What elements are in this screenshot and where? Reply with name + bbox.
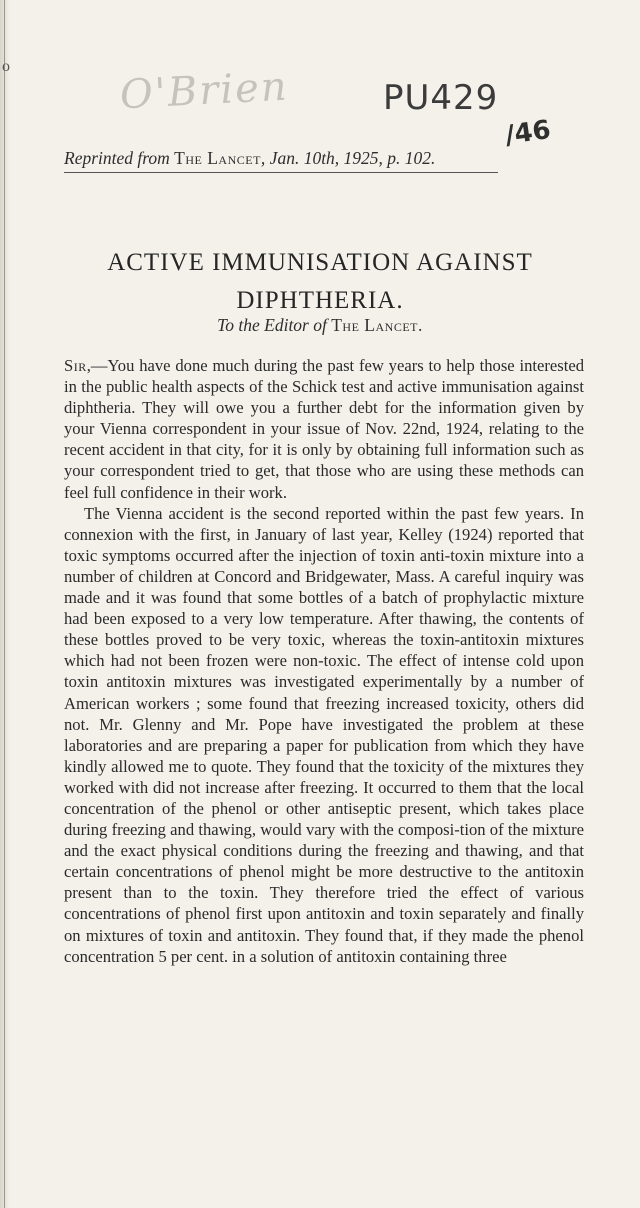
corner-mark: o bbox=[2, 58, 10, 75]
title-line-2: DIPHTHERIA. bbox=[236, 287, 404, 314]
journal-name: The Lancet bbox=[174, 148, 261, 168]
salutation-journal: The Lancet. bbox=[331, 315, 423, 335]
catalog-number: PU429 bbox=[383, 78, 499, 118]
reprint-underline bbox=[64, 172, 498, 173]
handwritten-name: O'Brien bbox=[118, 63, 290, 119]
article-title bbox=[40, 244, 600, 320]
reprint-citation bbox=[64, 148, 435, 169]
citation-details: , Jan. 10th, 1925, p. 102. bbox=[260, 148, 436, 168]
paragraph-2: The Vienna accident is the second reported within the past few years. In connexion with the first, in January of last year, Kelley (1924) reported that toxic symptoms occurred after the injection of toxin anti-toxin mixture into a number of children at Concord and Bridgewater, Mass. A careful inquiry was made and it was found that some bottles of a batch of prophylactic mixture had been exposed to a very low temperature. After thawing, the contents of these bottles proved to be very toxic, whereas the toxin-antitoxin mixtures which had not been frozen were non-toxic. The effect of intense cold upon toxin antitoxin mixtures was investigated experimentally by a number of American workers ; some found that freezing increased toxicity, others did not. Mr. Glenny and Mr. Pope have investigated the problem at these laboratories and are preparing a paper for publication from which they have kindly allowed me to quote. They found that the toxicity of the mixtures they worked with did not increase after freezing. It occurred to them that the local concentration of the phenol or other antiseptic present, which takes place during freezing and thawing, would vary with the composi-tion of the mixture and the exact physical conditions during the freezing and thawing, and that certain concentrations of phenol might be more destructive to the antitoxin present than to the toxin. They therefore tried the effect of various concentrations of phenol first upon antitoxin and toxin separately and finally on mixtures of toxin and antitoxin. They found that, if they made the phenol concentration 5 per cent. in a solution of antitoxin containing three bbox=[64, 503, 584, 966]
opening-word: Sir bbox=[64, 356, 87, 375]
reprint-prefix: Reprinted from bbox=[64, 148, 170, 168]
paragraph-1 bbox=[64, 355, 584, 503]
paragraph-1-text: ,—You have done much during the past few years to help those interested in the public health aspects of the Schick test and active immunisation against diphtheria. They will owe you a further debt for the information given by your Vienna correspondent in your issue of Nov. 22nd, 1924, relating to the recent accident in that city, for it is only by obtaining full information such as your correspondent tried to get, that those who are using these methods can feel full confidence in their work. bbox=[64, 356, 584, 502]
article-body bbox=[64, 355, 584, 967]
binding-edge-line bbox=[4, 0, 5, 1208]
salutation bbox=[40, 315, 600, 336]
salutation-prefix: To the Editor of bbox=[217, 315, 327, 335]
binding-shadow bbox=[0, 0, 10, 1208]
catalog-number-sub: /46 bbox=[503, 114, 553, 152]
title-line-1: ACTIVE IMMUNISATION AGAINST bbox=[107, 249, 533, 276]
